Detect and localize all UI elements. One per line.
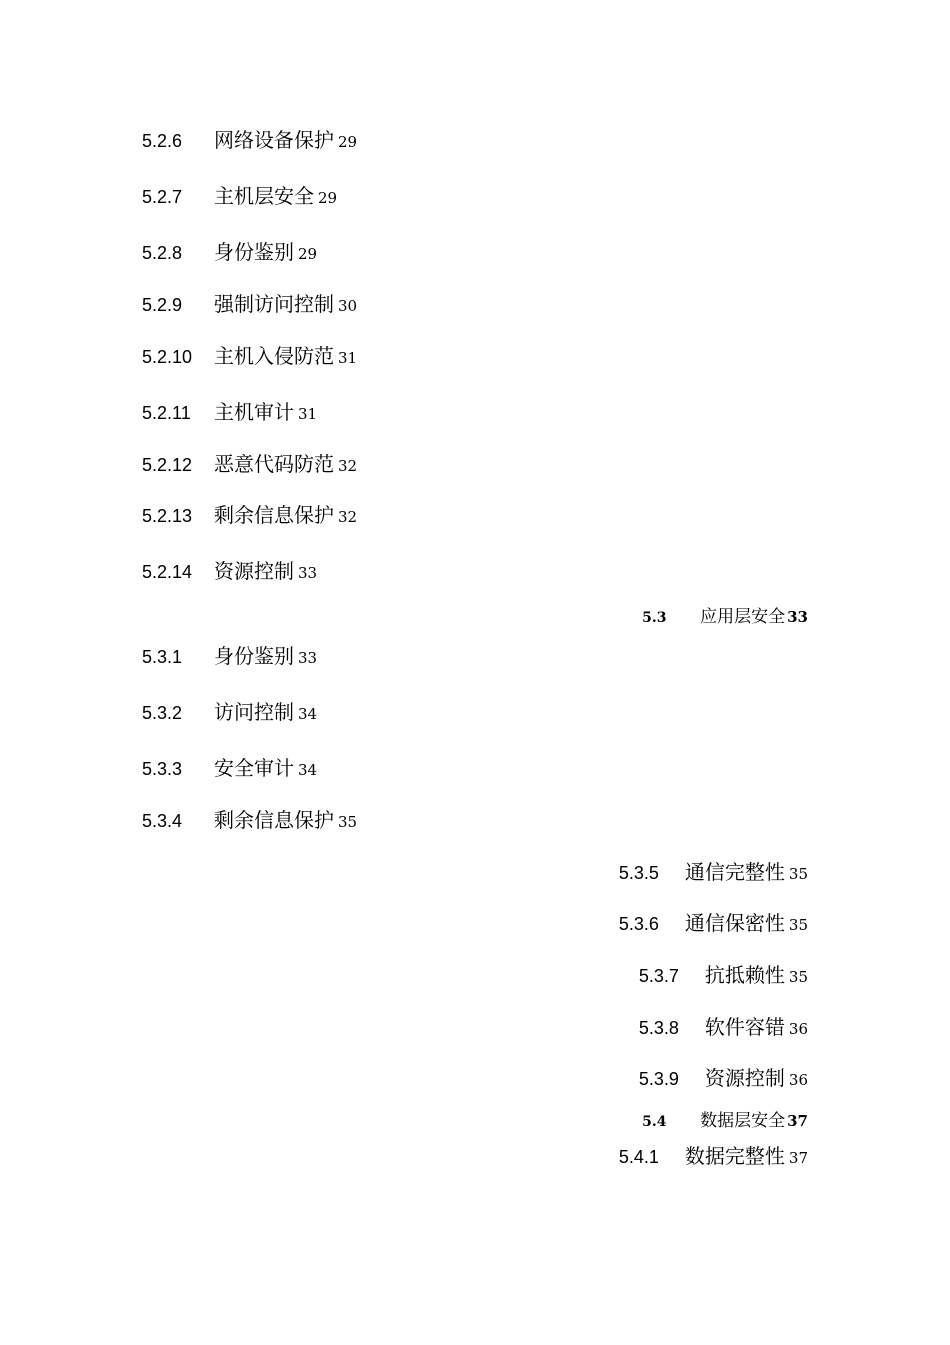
toc-page: 30 xyxy=(338,297,358,315)
toc-entry-5-3[interactable] xyxy=(642,602,808,627)
toc-page: 31 xyxy=(298,405,318,423)
toc-number: 5.4 xyxy=(642,1114,667,1130)
toc-number: 5.3.8 xyxy=(638,1018,679,1038)
toc-page: 33 xyxy=(298,564,318,582)
toc-title: 资源控制 xyxy=(704,1066,785,1090)
toc-entry-5-2-6[interactable] xyxy=(142,124,357,153)
toc-page: 33 xyxy=(298,649,318,667)
toc-page: 33 xyxy=(787,608,808,626)
toc-title: 主机审计 xyxy=(214,400,294,424)
toc-entry-5-2-8[interactable] xyxy=(142,236,317,265)
toc-number: 5.3 xyxy=(642,610,667,626)
toc-title: 网络设备保护 xyxy=(214,128,334,152)
toc-number: 5.2.14 xyxy=(142,562,193,582)
toc-page: 36 xyxy=(788,1020,808,1038)
toc-title: 剩余信息保护 xyxy=(214,503,334,527)
toc-title: 数据完整性 xyxy=(684,1144,785,1168)
toc-number: 5.3.2 xyxy=(142,703,183,723)
toc-title: 强制访问控制 xyxy=(214,292,334,316)
toc-number: 5.3.6 xyxy=(618,914,659,934)
toc-title: 应用层安全 xyxy=(700,607,786,627)
toc-number: 5.3.9 xyxy=(638,1069,679,1089)
toc-entry-5-3-4[interactable] xyxy=(142,804,357,833)
toc-number: 5.2.6 xyxy=(142,131,183,151)
toc-number: 5.3.3 xyxy=(142,759,183,779)
toc-number: 5.3.7 xyxy=(638,966,679,986)
toc-page: 35 xyxy=(338,813,358,831)
toc-entry-5-3-5[interactable] xyxy=(619,856,808,885)
toc-page: 34 xyxy=(298,761,318,779)
toc-entry-5-2-13[interactable] xyxy=(142,499,357,528)
toc-title: 剩余信息保护 xyxy=(214,808,334,832)
toc-entry-5-2-10[interactable] xyxy=(142,340,357,369)
toc-number: 5.2.13 xyxy=(142,506,193,526)
toc-number: 5.3.1 xyxy=(142,647,183,667)
toc-entry-5-3-6[interactable] xyxy=(619,907,808,936)
toc-page: 29 xyxy=(318,189,338,207)
toc-entry-5-3-8[interactable] xyxy=(639,1011,808,1040)
toc-number: 5.2.9 xyxy=(142,295,183,315)
toc-title: 身份鉴别 xyxy=(214,644,294,668)
toc-number: 5.2.12 xyxy=(142,455,193,475)
toc-entry-5-2-12[interactable] xyxy=(142,448,357,477)
toc-title: 安全审计 xyxy=(214,756,294,780)
toc-number: 5.4.1 xyxy=(618,1147,659,1167)
toc-entry-5-2-7[interactable] xyxy=(142,180,337,209)
toc-number: 5.2.7 xyxy=(142,187,183,207)
toc-title: 数据层安全 xyxy=(700,1111,786,1131)
toc-page: 35 xyxy=(788,968,808,986)
toc-page: 29 xyxy=(298,245,318,263)
toc-page: 35 xyxy=(788,865,808,883)
toc-entry-5-4[interactable] xyxy=(642,1106,808,1131)
toc-number: 5.3.4 xyxy=(142,811,183,831)
toc-number: 5.2.11 xyxy=(142,403,191,423)
toc-page: 32 xyxy=(338,457,358,475)
toc-title: 身份鉴别 xyxy=(214,240,294,264)
toc-title: 通信保密性 xyxy=(684,911,785,935)
toc-title: 资源控制 xyxy=(214,559,294,583)
toc-entry-5-2-11[interactable] xyxy=(142,396,317,425)
toc-title: 恶意代码防范 xyxy=(214,452,334,476)
toc-entry-5-2-14[interactable] xyxy=(142,555,317,584)
toc-title: 通信完整性 xyxy=(684,860,785,884)
toc-page: 29 xyxy=(338,133,358,151)
toc-title: 抗抵赖性 xyxy=(704,963,785,987)
toc-number: 5.3.5 xyxy=(618,863,659,883)
toc-title: 主机层安全 xyxy=(214,184,314,208)
toc-entry-5-2-9[interactable] xyxy=(142,288,357,317)
toc-entry-5-3-7[interactable] xyxy=(639,959,808,988)
toc-title: 软件容错 xyxy=(704,1015,785,1039)
toc-entry-5-3-1[interactable] xyxy=(142,640,317,669)
toc-number: 5.2.10 xyxy=(142,347,193,367)
toc-title: 主机入侵防范 xyxy=(214,344,334,368)
toc-page: 37 xyxy=(787,1112,808,1130)
toc-number: 5.2.8 xyxy=(142,243,183,263)
toc-page: 37 xyxy=(788,1149,808,1167)
toc-page: 31 xyxy=(338,349,358,367)
toc-entry-5-3-2[interactable] xyxy=(142,696,317,725)
toc-page: 35 xyxy=(788,916,808,934)
toc-entry-5-4-1[interactable] xyxy=(619,1140,808,1169)
toc-page: 34 xyxy=(298,705,318,723)
toc-entry-5-3-9[interactable] xyxy=(639,1062,808,1091)
toc-entry-5-3-3[interactable] xyxy=(142,752,317,781)
toc-page: 36 xyxy=(788,1071,808,1089)
toc-title: 访问控制 xyxy=(214,700,294,724)
toc-page: 32 xyxy=(338,508,358,526)
